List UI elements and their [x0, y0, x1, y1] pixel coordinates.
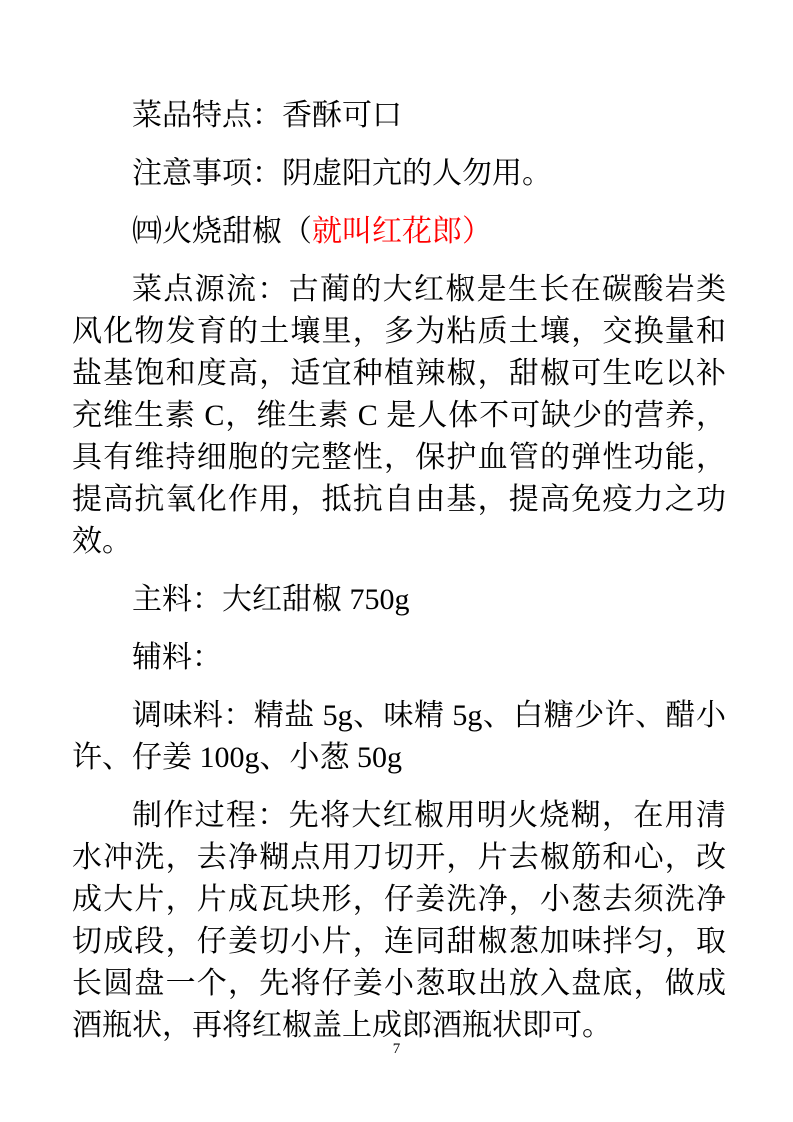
section-heading-red-note: 就叫红花郎） [312, 215, 492, 248]
paragraph-dish-features: 菜品特点：香酥可口 [132, 99, 402, 132]
paragraph-seasonings: 调味料：精盐 5g、味精 5g、白糖少许、醋小许、仔姜 100g、小葱 50g [72, 699, 726, 774]
paragraph-auxiliary-ingredients: 辅料： [132, 641, 222, 674]
page-number: 7 [392, 1041, 401, 1057]
paragraph-dish-origin: 菜点源流：古蔺的大红椒是生长在碳酸岩类风化物发育的土壤里，多为粘质土壤，交换量和盐基饱和度高，适宜种植辣椒，甜椒可生吃以补充维生素 C，维生素 C 是人体不可缺少的营养，具有维持细胞的完整性，保护血管的弹性功能，提高抗氧化作用，抵抗自由基，提高免疫力之功效。 [72, 273, 726, 558]
paragraph-cautions: 注意事项：阴虚阳亢的人勿用。 [132, 157, 552, 190]
section-heading [72, 211, 726, 253]
paragraph-main-ingredients: 主料：大红甜椒 750g [132, 583, 410, 616]
section-heading-title: ㈣火烧甜椒（ [132, 215, 312, 248]
paragraph-preparation-steps: 制作过程：先将大红椒用明火烧糊，在用清水冲洗，去净糊点用刀切开，片去椒筋和心，改成大片，片成瓦块形，仔姜洗净，小葱去须洗净切成段，仔姜切小片，连同甜椒葱加味拌匀，取长圆盘一个，先将仔姜小葱取出放入盘底，做成酒瓶状，再将红椒盖上成郎酒瓶状即可。 [72, 799, 726, 1042]
document-body [72, 95, 726, 1063]
